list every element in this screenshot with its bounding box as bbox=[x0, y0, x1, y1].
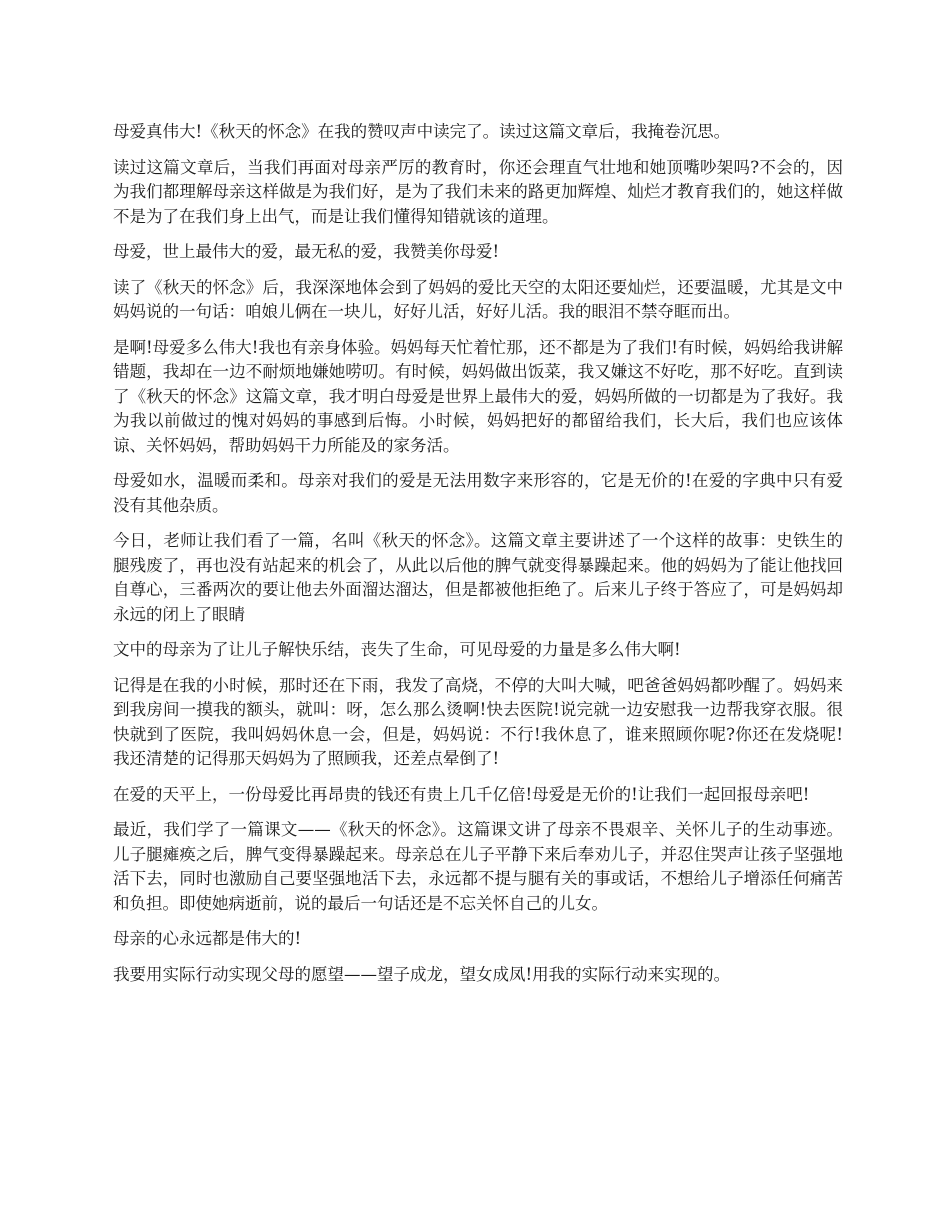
paragraph-9: 记得是在我的小时候，那时还在下雨，我发了高烧，不停的大叫大喊，吧爸爸妈妈都吵醒了。妈妈来到我房间一摸我的额头，就叫：呀，怎么那么烫啊!快去医院!说完就一边安慰我一边帮我穿衣服。很快就到了医院，我叫妈妈休息一会，但是，妈妈说：不行!我休息了，谁来照顾你呢?你还在发烧呢!我还清楚的记得那天妈妈为了照顾我，还差点晕倒了! bbox=[113, 675, 843, 768]
paragraph-6: 母爱如水，温暖而柔和。母亲对我们的爱是无法用数字来形容的，它是无价的!在爱的字典中只有爱没有其他杂质。 bbox=[113, 471, 843, 515]
paragraph-13: 我要用实际行动实现父母的愿望——望子成龙，望女成凤!用我的实际行动来实现的。 bbox=[113, 964, 731, 984]
document-body bbox=[113, 120, 843, 998]
paragraph-2: 读过这篇文章后，当我们再面对母亲严厉的教育时，你还会理直气壮地和她顶嘴吵架吗?不会的，因为我们都理解母亲这样做是为我们好，是为了我们未来的路更加辉煌、灿烂才教育我们的，她这样做不是为了在我们身上出气，而是让我们懂得知错就该的道理。 bbox=[113, 157, 843, 226]
paragraph-1: 母爱真伟大!《秋天的怀念》在我的赞叹声中读完了。读过这篇文章后，我掩卷沉思。 bbox=[113, 122, 731, 141]
paragraph-11: 最近，我们学了一篇课文——《秋天的怀念》。这篇课文讲了母亲不畏艰辛、关怀儿子的生动事迹。儿子腿瘫痪之后，脾气变得暴躁起来。母亲总在儿子平静下来后奉劝儿子，并忍住哭声让孩子坚强地活下去，同时也激励自己要坚强地活下去，永远都不提与腿有关的事或话，不想给儿子增添任何痛苦和负担。即使她病逝前，说的最后一句话还是不忘关怀自己的儿女。 bbox=[113, 820, 843, 913]
paragraph-3: 母爱，世上最伟大的爱，最无私的爱，我赞美你母爱! bbox=[113, 242, 500, 261]
paragraph-8: 文中的母亲为了让儿子解快乐结，丧失了生命，可见母爱的力量是多么伟大啊! bbox=[113, 640, 681, 659]
paragraph-7: 今日，老师让我们看了一篇，名叫《秋天的怀念》。这篇文章主要讲述了一个这样的故事：史铁生的腿残废了，再也没有站起来的机会了，从此以后他的脾气就变得暴躁起来。他的妈妈为了能让他找回自尊心，三番两次的要让他去外面溜达溜达，但是都被他拒绝了。后来儿子终于答应了，可是妈妈却永远的闭上了眼睛 bbox=[113, 531, 843, 624]
paragraph-12: 母亲的心永远都是伟大的! bbox=[113, 929, 302, 948]
paragraph-10: 在爱的天平上，一份母爱比再昂贵的钱还有贵上几千亿倍!母爱是无价的!让我们一起回报母亲吧! bbox=[113, 784, 810, 804]
paragraph-4: 读了《秋天的怀念》后，我深深地体会到了妈妈的爱比天空的太阳还要灿烂，还要温暖，尤其是文中妈妈说的一句话：咱娘儿俩在一块儿，好好儿活，好好儿活。我的眼泪不禁夺眶而出。 bbox=[113, 277, 843, 321]
paragraph-5: 是啊!母爱多么伟大!我也有亲身体验。妈妈每天忙着忙那，还不都是为了我们!有时候，妈妈给我讲解错题，我却在一边不耐烦地嫌她唠叨。有时候，妈妈做出饭菜，我又嫌这不好吃，那不好吃。直到读了《秋天的怀念》这篇文章，我才明白母爱是世界上最伟大的爱，妈妈所做的一切都是为了我好。我为我以前做过的愧对妈妈的事感到后悔。小时候，妈妈把好的都留给我们，长大后，我们也应该体谅、关怀妈妈，帮助妈妈干力所能及的家务活。 bbox=[113, 337, 843, 455]
